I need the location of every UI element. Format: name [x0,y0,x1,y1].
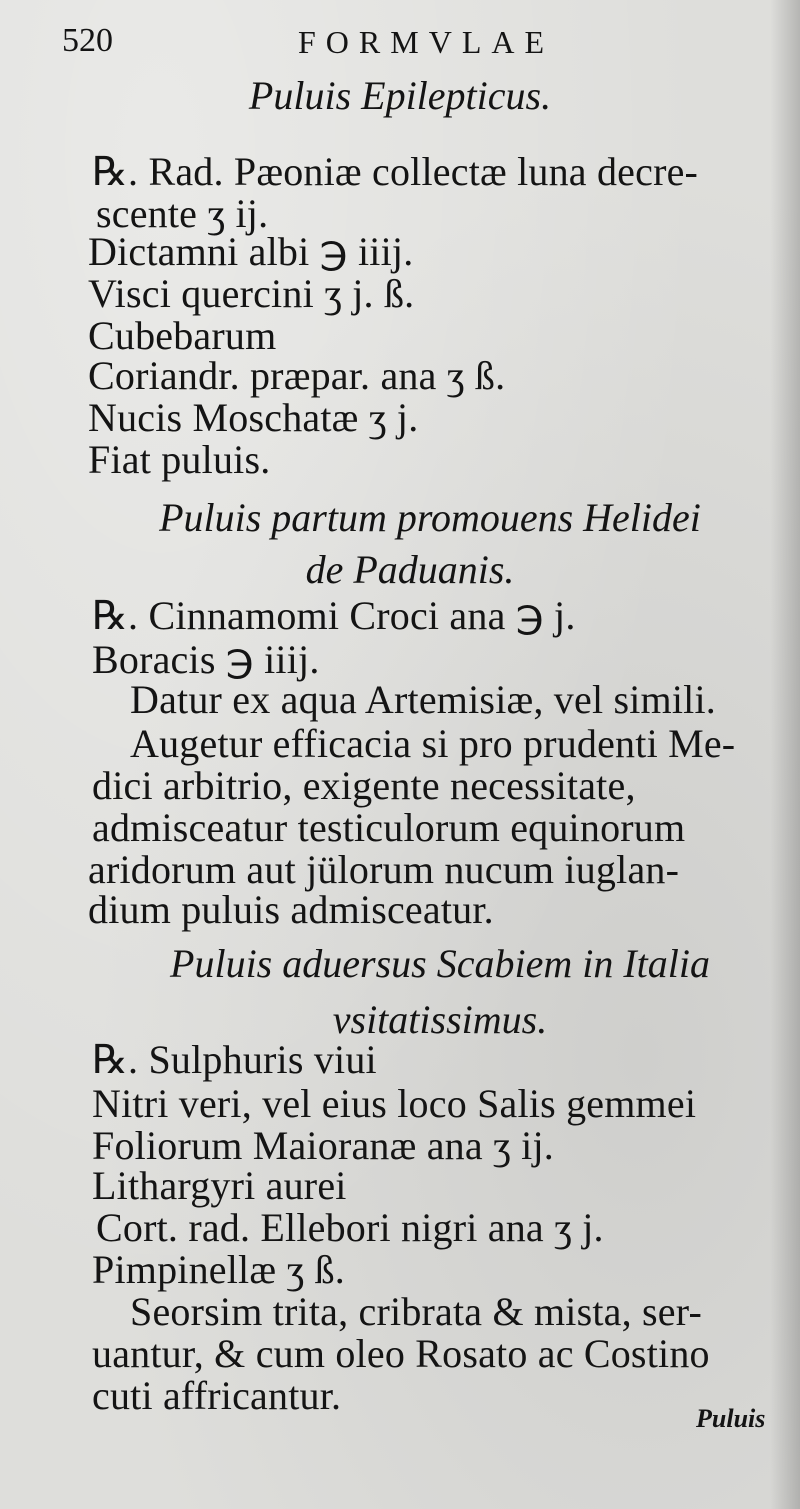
section-title-partum-line2: de Paduanis. [305,547,515,592]
text-line: dici arbitrio, exigente necessitate, [92,763,636,808]
section-title-scabiem-line1: Puluis aduersus Scabiem in Italia [170,941,710,986]
text-line: ℞. Rad. Pæoniæ collectæ luna decre- [92,149,699,194]
section-title-scabiem-line2: vsitatissimus. [332,997,548,1042]
text-line: ℞. Cinnamomi Croci ana ℈ j. [92,593,576,638]
page-number: 520 [62,22,113,59]
text-line: aridorum aut jülorum nucum iuglan- [88,847,680,892]
text-line: Seorsim trita, cribrata & mista, ser- [130,1289,702,1334]
text-line: Foliorum Maioranæ ana ʒ ij. [92,1123,554,1168]
text-line: Nitri veri, vel eius loco Salis gemmei [92,1081,697,1126]
section-title-epilepticus: Puluis Epilepticus. [248,73,552,118]
section-title-partum-line1: Puluis partum promouens Helidei [159,495,701,540]
text-line: Coriandr. præpar. ana ʒ ß. [88,353,506,398]
text-line: ℞. Sulphuris viui [92,1037,377,1082]
text-line: Boracis ℈ iiij. [92,637,320,682]
text-line: Cubebarum [88,313,277,358]
text-line: cuti affricantur. [92,1373,342,1418]
page-edge-shadow [770,0,800,1509]
text-line: Visci quercini ʒ j. ß. [88,271,415,316]
text-line: Cort. rad. Ellebori nigri ana ʒ j. [96,1205,604,1250]
text-line: Pimpinellæ ʒ ß. [92,1247,345,1292]
text-line: Fiat puluis. [88,437,271,482]
text-line: Lithargyri aurei [92,1163,347,1208]
running-title: FORMVLAE [298,24,555,60]
catchword: Puluis [696,1404,766,1433]
text-line: uantur, & cum oleo Rosato ac Costino [92,1331,710,1376]
text-line: admisceatur testiculorum equinorum [92,805,686,850]
text-line: Nucis Moschatæ ʒ j. [88,395,419,440]
text-line: Augetur efficacia si pro prudenti Me- [130,721,736,766]
text-line: Datur ex aqua Artemisiæ, vel simili. [130,677,716,722]
text-line: scente ʒ ij. [96,191,269,236]
text-line: Dictamni albi ℈ iiij. [88,229,414,274]
text-line: dium puluis admisceatur. [88,887,494,932]
